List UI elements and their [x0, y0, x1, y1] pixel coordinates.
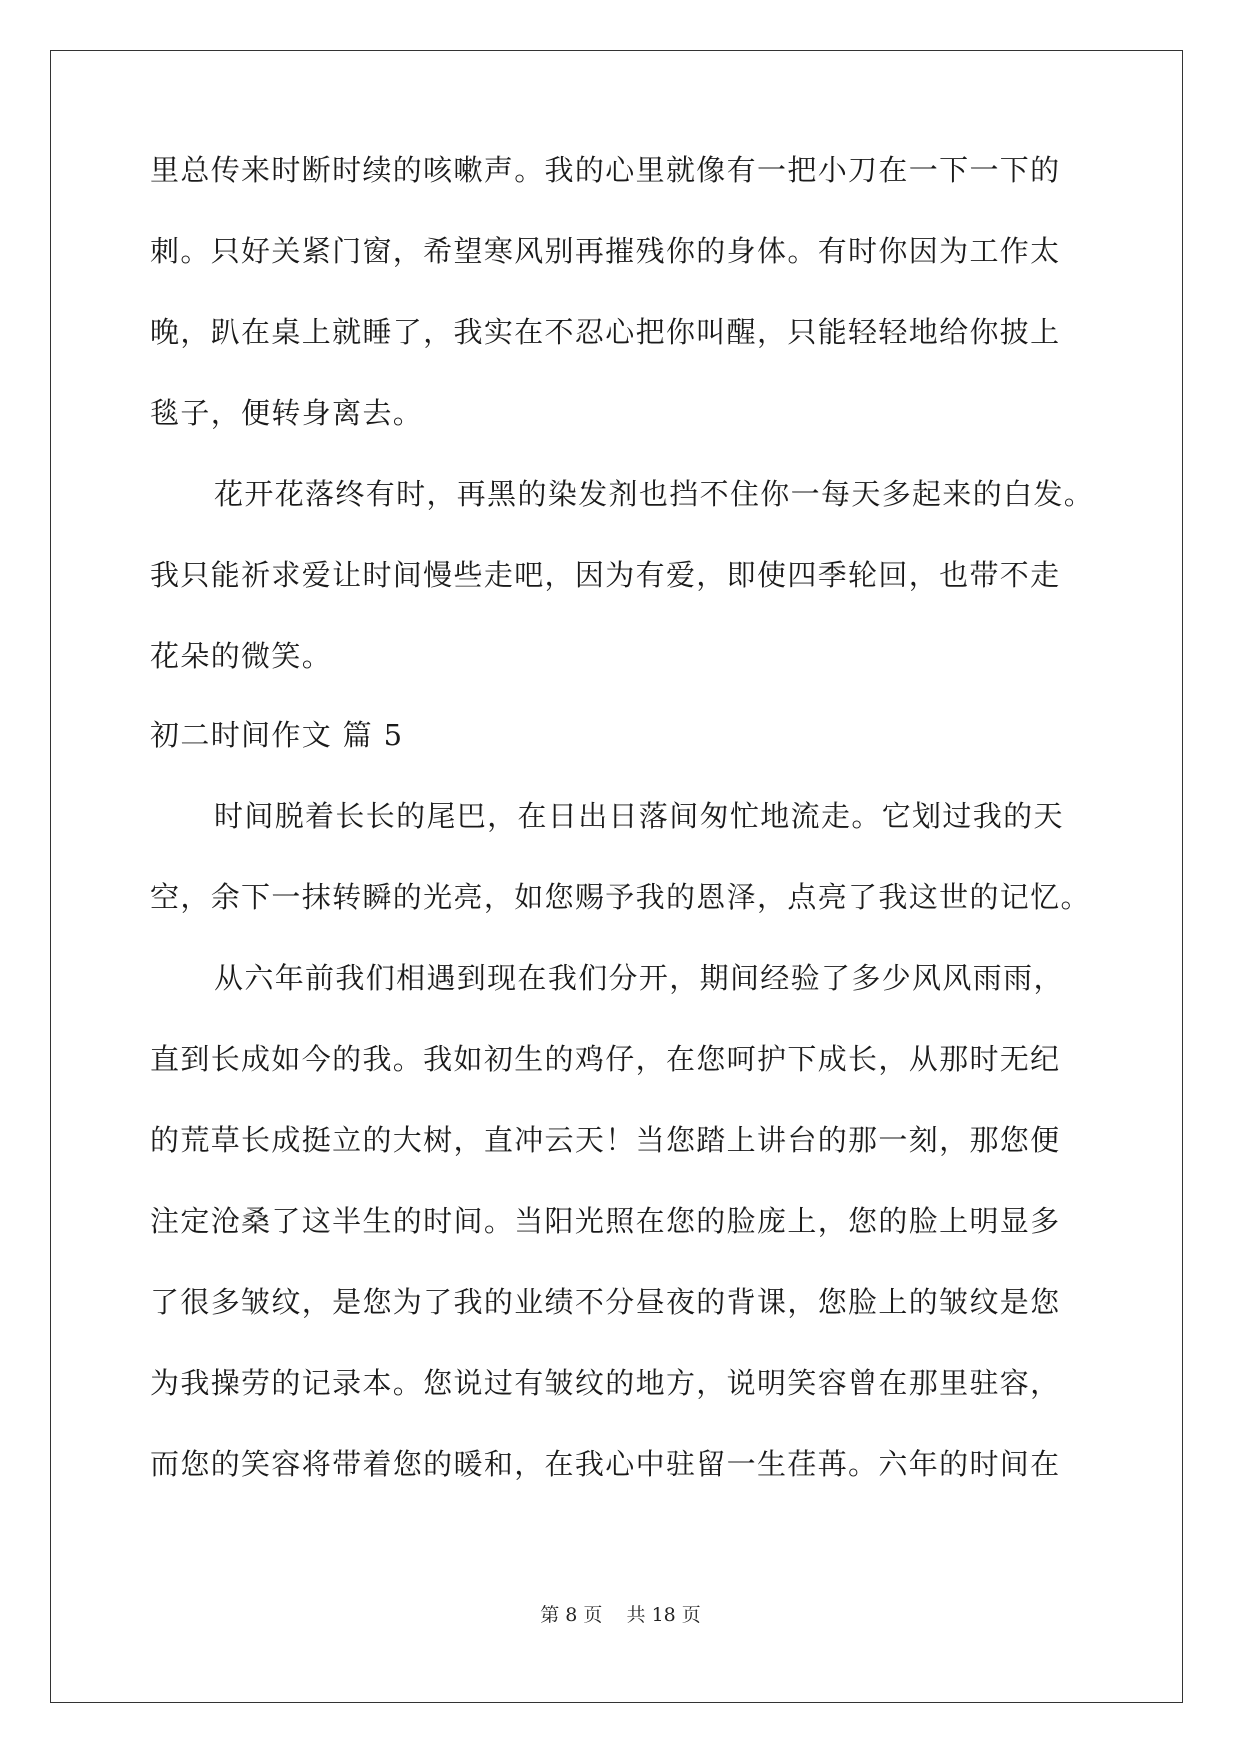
text-line: 刺。只好关紧门窗，希望寒风别再摧残你的身体。有时你因为工作太 [150, 234, 1061, 268]
text-line: 从六年前我们相遇到现在我们分开，期间经验了多少风风雨雨， [214, 961, 1064, 995]
text-line: 晚，趴在桌上就睡了，我实在不忍心把你叫醒，只能轻轻地给你披上 [150, 315, 1061, 349]
text-line: 我只能祈求爱让时间慢些走吧，因为有爱，即使四季轮回，也带不走 [150, 558, 1061, 592]
text-line: 了很多皱纹，是您为了我的业绩不分昼夜的背课，您脸上的皱纹是您 [150, 1285, 1061, 1319]
text-line: 直到长成如今的我。我如初生的鸡仔，在您呵护下成长，从那时无纪 [150, 1042, 1061, 1076]
text-line: 花开花落终有时，再黑的染发剂也挡不住你一每天多起来的白发。 [214, 477, 1095, 511]
text-line: 毯子，便转身离去。 [150, 396, 424, 430]
text-line: 花朵的微笑。 [150, 639, 333, 673]
text-line: 注定沧桑了这半生的时间。当阳光照在您的脸庞上，您的脸上明显多 [150, 1204, 1061, 1238]
page-number-footer: 第 8 页 共 18 页 [540, 1604, 701, 1626]
text-line: 里总传来时断时续的咳嗽声。我的心里就像有一把小刀在一下一下的 [150, 153, 1061, 187]
text-line: 而您的笑容将带着您的暖和，在我心中驻留一生荏苒。六年的时间在 [150, 1447, 1061, 1481]
text-line: 的荒草长成挺立的大树，直冲云天！当您踏上讲台的那一刻，那您便 [150, 1123, 1061, 1157]
section-heading: 初二时间作文 篇 5 [150, 718, 404, 752]
text-line: 空，余下一抹转瞬的光亮，如您赐予我的恩泽，点亮了我这世的记忆。 [150, 880, 1091, 914]
text-line: 为我操劳的记录本。您说过有皱纹的地方，说明笑容曾在那里驻容， [150, 1366, 1061, 1400]
text-line: 时间脱着长长的尾巴，在日出日落间匆忙地流走。它划过我的天 [214, 799, 1064, 833]
